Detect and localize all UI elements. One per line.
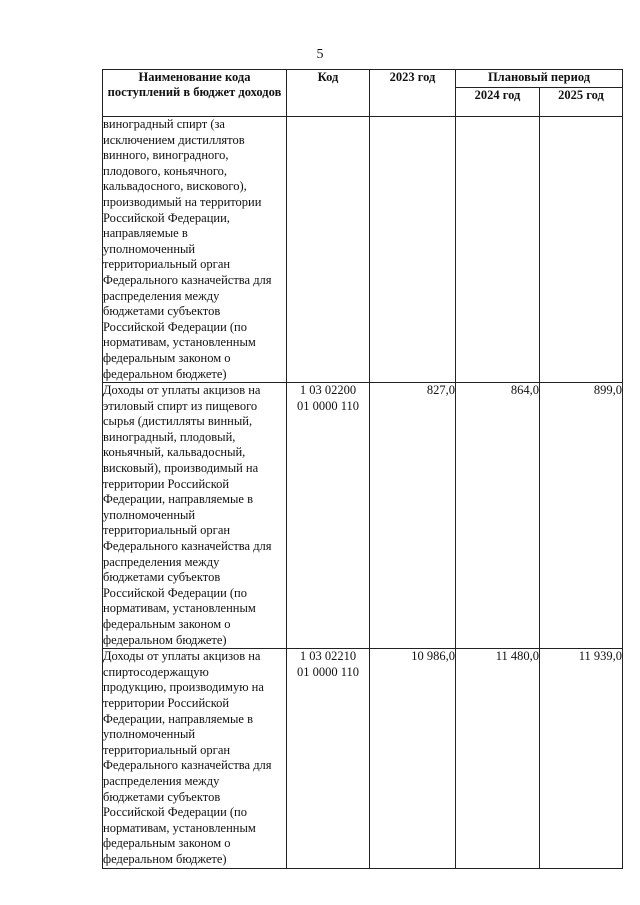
row-code: 1 03 02210 01 0000 110 <box>287 649 370 868</box>
page-number: 5 <box>316 47 324 62</box>
table-row <box>103 117 623 383</box>
row-code: 1 03 02200 01 0000 110 <box>287 383 370 649</box>
row-value-2024: 864,0 <box>456 383 540 649</box>
row-name: виноградный спирт (за исключением дистиллятов винного, виноградного, плодового, коньячного, кальвадосного, вискового), производимый на территории Российской Федерации, направляемые в уполномоченный территориальный орган Федерального казначейства для распределения между бюджетами субъектов Российской Федерации (по нормативам, установленным федеральным законом о федеральном бюджете) <box>103 117 287 383</box>
row-name: Доходы от уплаты акцизов на этиловый спирт из пищевого сырья (дистилляты винный, виноградный, плодовый, коньячный, кальвадосный, висковый), производимый на территории Российской Федерации, направляемые в уполномоченный территориальный орган Федерального казначейства для распределения между бюджетами субъектов Российской Федерации (по нормативам, установленным федеральным законом о федеральном бюджете) <box>103 383 287 649</box>
row-value-2025 <box>540 117 623 383</box>
row-value-2024 <box>456 117 540 383</box>
row-value-2025: 899,0 <box>540 383 623 649</box>
header-2024: 2024 год <box>456 88 540 117</box>
header-2025: 2025 год <box>540 88 623 117</box>
row-name: Доходы от уплаты акцизов на спиртосодержащую продукцию, производимую на территории Российской Федерации, направляемые в уполномоченный территориальный орган Федерального казначейства для распределения между бюджетами субъектов Российской Федерации (по нормативам, установленным федеральным законом о федеральном бюджете) <box>103 649 287 868</box>
header-name: Наименование кода поступлений в бюджет доходов <box>103 70 287 117</box>
row-value-2023: 10 986,0 <box>370 649 456 868</box>
row-value-2023: 827,0 <box>370 383 456 649</box>
row-value-2025: 11 939,0 <box>540 649 623 868</box>
table-row <box>103 649 623 868</box>
header-code: Код <box>287 70 370 117</box>
table-row <box>103 383 623 649</box>
budget-revenue-table <box>102 69 623 869</box>
row-code <box>287 117 370 383</box>
row-value-2024: 11 480,0 <box>456 649 540 868</box>
row-value-2023 <box>370 117 456 383</box>
header-2023: 2023 год <box>370 70 456 117</box>
header-planned-period: Плановый период <box>456 70 623 88</box>
